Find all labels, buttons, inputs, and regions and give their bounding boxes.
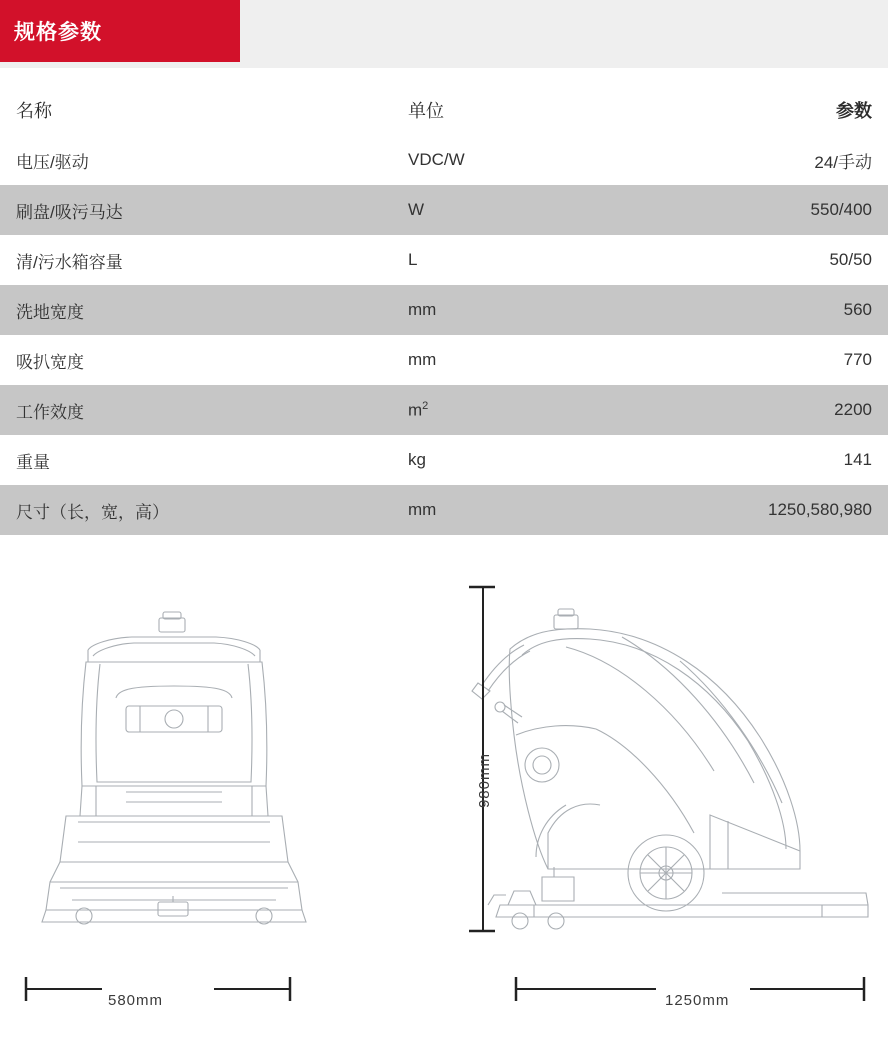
row-name: 电压/驱动 [16,152,89,172]
row-unit: L [408,250,418,269]
table-row [0,485,888,535]
table-row [0,435,888,485]
spec-table [0,85,888,535]
row-value: 141 [843,450,872,469]
table-row [0,335,888,385]
row-name: 工作效度 [16,402,84,422]
table-row [0,135,888,185]
row-name: 洗地宽度 [16,302,84,322]
row-value: 1250,580,980 [768,500,872,519]
row-unit [408,385,678,435]
spec-tab-label: 规格参数 [14,21,102,44]
spec-tab[interactable] [0,0,240,62]
row-unit-text: m [408,400,423,420]
row-name: 重量 [16,452,50,472]
row-unit: VDC/W [408,150,465,169]
row-unit: W [408,200,425,219]
length-dimension-label: 1250mm [665,992,730,1009]
width-dimension-label: 580mm [108,992,164,1009]
row-value: 50/50 [829,250,872,269]
table-row [0,185,888,235]
row-name: 刷盘/吸污马达 [16,202,123,222]
row-name: 尺寸（长，宽，高） [16,502,169,522]
header-divider [0,62,888,68]
row-unit: mm [408,500,437,519]
row-value: 560 [843,300,872,319]
row-unit: kg [408,450,426,469]
row-name: 清/污水箱容量 [16,252,123,272]
header-bar [0,0,888,62]
table-row [0,235,888,285]
row-unit-superscript: 2 [422,399,429,412]
drawing-area [0,555,888,1046]
height-dimension-label: 980mm [476,753,493,809]
table-row [0,385,888,435]
table-header-row [0,85,888,135]
column-header-unit: 单位 [408,101,444,121]
front-view-drawing [20,610,340,950]
side-view-drawing [470,605,870,950]
table-row [0,285,888,335]
row-value: 770 [843,350,872,369]
row-value: 550/400 [810,200,872,219]
row-name: 吸扒宽度 [16,352,84,372]
column-header-name: 名称 [16,101,52,121]
row-value: 2200 [834,400,872,419]
row-unit: mm [408,300,437,319]
row-unit: mm [408,350,437,369]
column-header-value: 参数 [836,101,872,121]
row-value: 24/手动 [814,152,872,172]
